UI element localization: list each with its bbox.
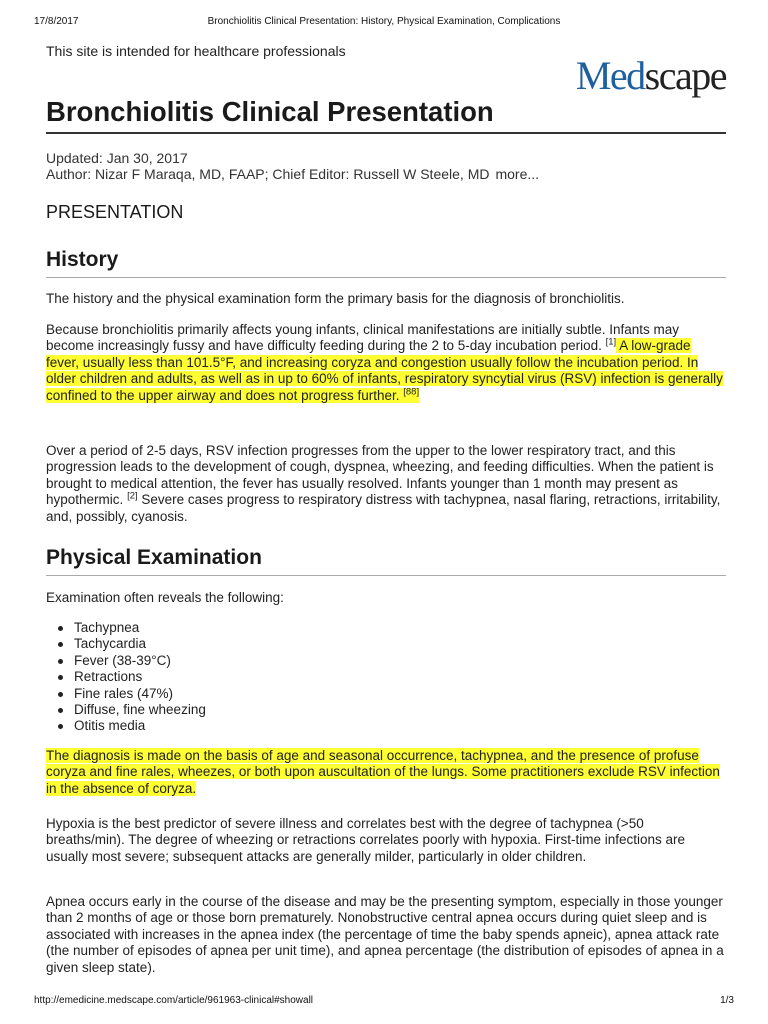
logo-scape: scape (644, 53, 726, 98)
reference-link-88[interactable]: [88] (403, 386, 420, 398)
page-number: 1/3 (720, 995, 734, 1006)
list-item: Fine rales (47%) (46, 686, 726, 702)
findings-list (46, 620, 726, 735)
reference-link-2[interactable]: [2] (127, 490, 138, 502)
logo-med: Med (575, 53, 645, 98)
highlighted-text: The diagnosis is made on the basis of age and seasonal occurrence, tachypnea, and the presence of profuse coryza and fine rales, wheezes, or both upon auscultation of the lungs. Some practitioners exclude RSV infection in the absence of coryza. (46, 748, 720, 796)
article-meta (46, 150, 539, 182)
list-item: Fever (38-39°C) (46, 653, 726, 669)
history-paragraph-1: The history and the physical examination form the primary basis for the diagnosis of bronchiolitis. (46, 291, 625, 306)
list-item: Diffuse, fine wheezing (46, 702, 726, 718)
medscape-logo[interactable] (576, 54, 726, 98)
list-item: Otitis media (46, 718, 726, 734)
page-title: Bronchiolitis Clinical Presentation (46, 94, 726, 134)
list-item: Tachycardia (46, 636, 726, 652)
history-paragraph-3 (46, 443, 726, 525)
history-p2-highlight: A low-grade fever, usually less than 101.5°F, and increasing coryza and congestion usually follow the incubation period. In older children and adults, as well as in up to 60% of infants, respiratory syncytial virus (RSV) infection is generally confined to the upper airway and does not progress further. (46, 338, 723, 403)
updated-date: Updated: Jan 30, 2017 (46, 150, 188, 166)
history-paragraph-2 (46, 322, 726, 404)
physical-exam-intro: Examination often reveals the following: (46, 590, 284, 605)
list-item: Tachypnea (46, 620, 726, 636)
history-p3-text-a: Over a period of 2-5 days, RSV infection progresses from the upper to the lower respiratory tract, and this progression leads to the development of cough, dyspnea, wheezing, and feeding difficulties. When the patient is brought to medical attention, the fever has usually resolved. Infants younger than 1 month may present as hypothermic. (46, 443, 714, 508)
author-text: Author: Nizar F Maraqa, MD, FAAP; Chief Editor: Russell W Steele, MD (46, 166, 490, 182)
history-p3-text-b: Severe cases progress to respiratory distress with tachypnea, nasal flaring, retractions, irritability, and, possibly, cyanosis. (46, 492, 721, 524)
hypoxia-paragraph: Hypoxia is the best predictor of severe illness and correlates best with the degree of tachypnea (>50 breaths/min). The degree of wheezing or retractions correlates poorly with hypoxia. First-time infections are usually most severe; subsequent attacks are generally milder, particularly in older children. (46, 816, 686, 864)
section-label: PRESENTATION (46, 202, 184, 222)
list-item: Retractions (46, 669, 726, 685)
reference-link-1[interactable]: [1] (605, 336, 617, 348)
physical-exam-heading: Physical Examination (46, 545, 726, 576)
print-header (34, 16, 734, 30)
print-footer (34, 995, 734, 1009)
history-heading: History (46, 247, 726, 278)
apnea-paragraph: Apnea occurs early in the course of the disease and may be the presenting symptom, especially in those younger than 2 months of age or those born prematurely. Nonobstructive central apnea occurs during quiet sleep and is associated with increases in the apnea index (the percentage of time the baby spends apneic), apnea attack rate (the number of episodes of apnea per unit time), and apnea percentage (the distribution of episodes of apnea in a given sleep state). (46, 894, 724, 975)
print-date: 17/8/2017 (34, 16, 79, 27)
more-link[interactable]: more... (495, 166, 540, 182)
author-line (46, 166, 539, 182)
print-page-title: Bronchiolitis Clinical Presentation: History, Physical Examination, Complications (207, 16, 561, 27)
print-url: http://emedicine.medscape.com/article/961963-clinical#showall (34, 995, 314, 1006)
history-p2-text: Because bronchiolitis primarily affects young infants, clinical manifestations are initially subtle. Infants may become increasingly fussy and have difficulty feeding during the 2 to 5-day incubation period. (46, 322, 680, 354)
hcp-notice: This site is intended for healthcare professionals (46, 43, 346, 59)
diagnosis-paragraph (46, 748, 726, 797)
